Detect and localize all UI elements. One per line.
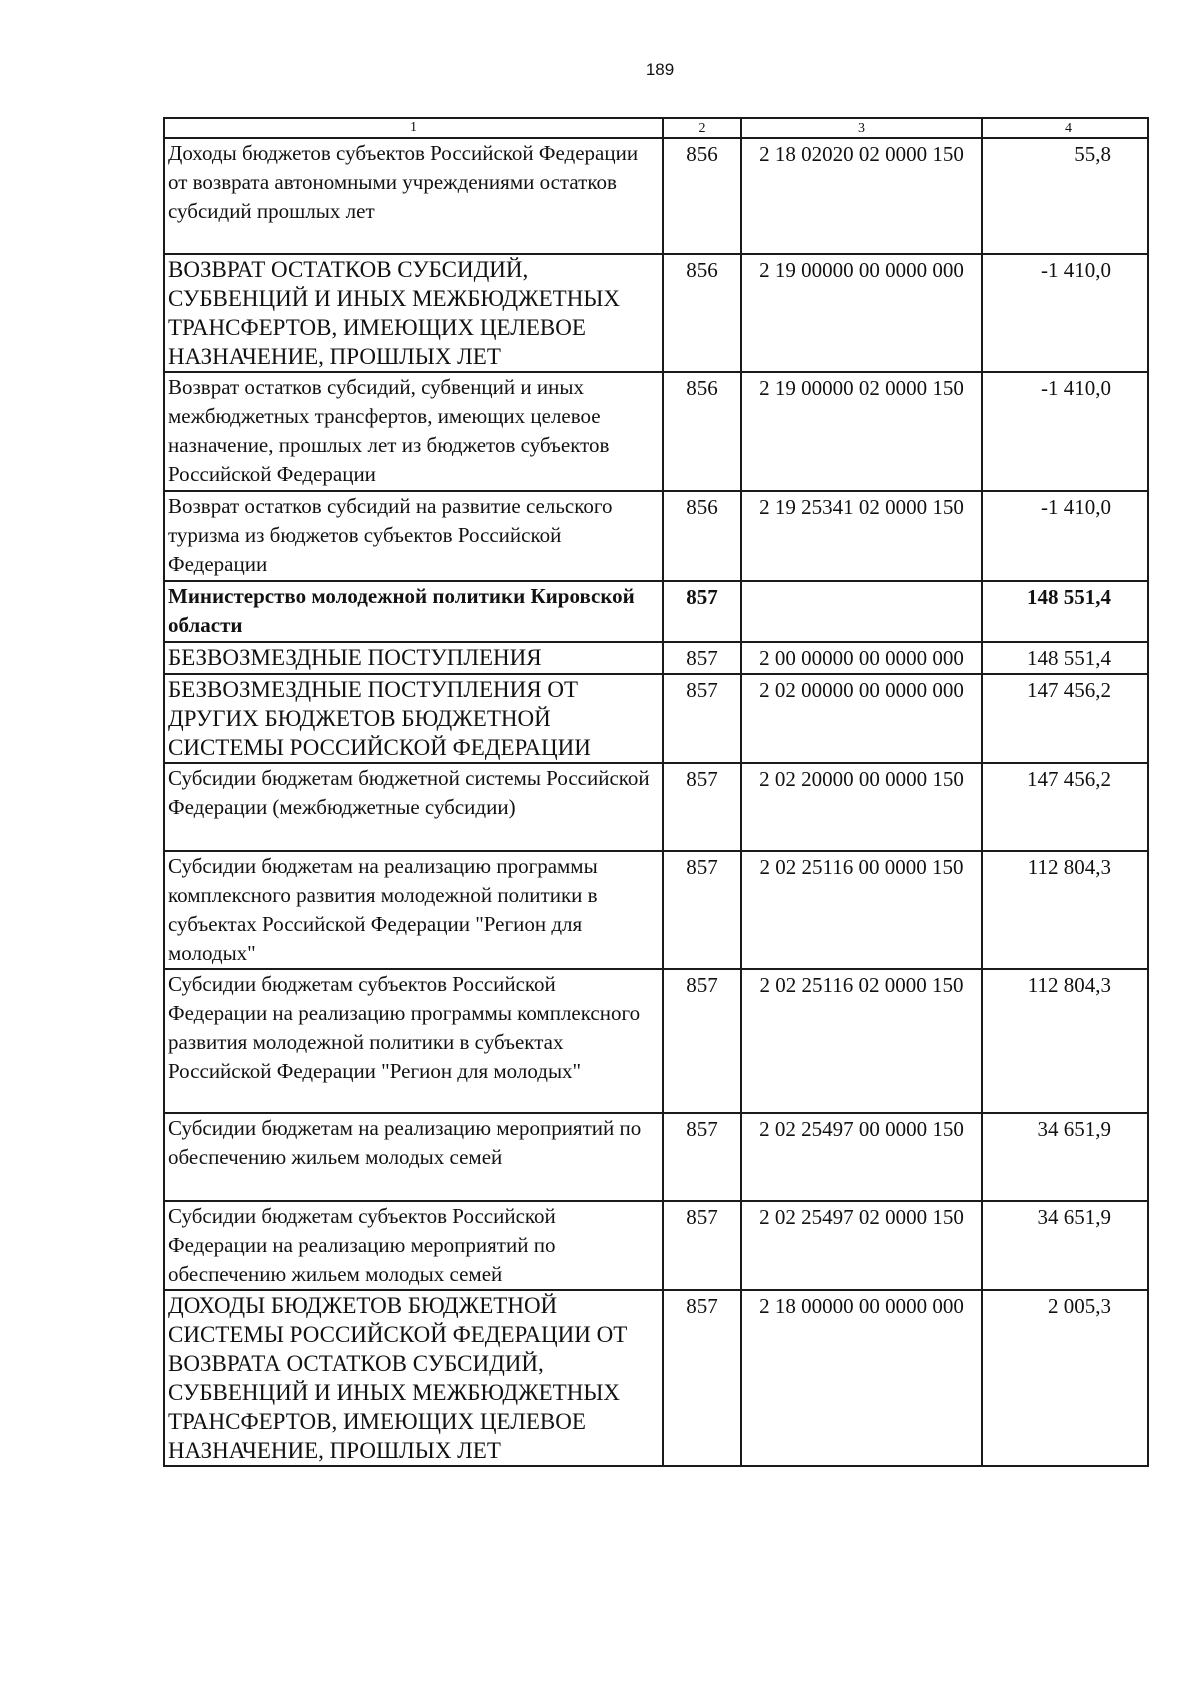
row-admin-code: 857: [663, 642, 741, 674]
row-amount: 148 551,4: [982, 642, 1148, 674]
row-amount: -1 410,0: [982, 254, 1148, 372]
row-name: ДОХОДЫ БЮДЖЕТОВ БЮДЖЕТНОЙ СИСТЕМЫ РОССИЙСКОЙ ФЕДЕРАЦИИ ОТ ВОЗВРАТА ОСТАТКОВ СУБСИДИЙ, СУБВЕНЦИЙ И ИНЫХ МЕЖБЮДЖЕТНЫХ ТРАНСФЕРТОВ, ИМЕЮЩИХ ЦЕЛЕВОЕ НАЗНАЧЕНИЕ, ПРОШЛЫХ ЛЕТ: [164, 1290, 663, 1466]
row-budget-code: 2 02 25497 02 0000 150: [741, 1201, 982, 1290]
row-name: ВОЗВРАТ ОСТАТКОВ СУБСИДИЙ, СУБВЕНЦИЙ И ИНЫХ МЕЖБЮДЖЕТНЫХ ТРАНСФЕРТОВ, ИМЕЮЩИХ ЦЕЛЕВОЕ НАЗНАЧЕНИЕ, ПРОШЛЫХ ЛЕТ: [164, 254, 663, 372]
row-admin-code: 857: [663, 851, 741, 969]
table-row: [164, 1113, 1148, 1201]
row-name: Возврат остатков субсидий, субвенций и иных межбюджетных трансфертов, имеющих целевое назначение, прошлых лет из бюджетов субъектов Российской Федерации: [164, 372, 663, 491]
table-row: [164, 138, 1148, 254]
table-row: [164, 372, 1148, 491]
table-row: [164, 674, 1148, 763]
row-name: БЕЗВОЗМЕЗДНЫЕ ПОСТУПЛЕНИЯ: [164, 642, 663, 674]
row-name: Субсидии бюджетам субъектов Российской Федерации на реализацию программы комплексного развития молодежной политики в субъектах Российской Федерации "Регион для молодых": [164, 969, 663, 1113]
row-budget-code: 2 19 00000 02 0000 150: [741, 372, 982, 491]
row-budget-code: 2 02 00000 00 0000 000: [741, 674, 982, 763]
row-admin-code: 856: [663, 138, 741, 254]
row-budget-code: 2 19 25341 02 0000 150: [741, 491, 982, 581]
row-budget-code: [741, 581, 982, 642]
row-amount: 112 804,3: [982, 969, 1148, 1113]
page-number: 189: [645, 60, 675, 79]
row-admin-code: 857: [663, 969, 741, 1113]
row-amount: 147 456,2: [982, 763, 1148, 851]
table-row: [164, 969, 1148, 1113]
column-header-1: 1: [164, 118, 663, 138]
table-row: [164, 581, 1148, 642]
row-amount: 148 551,4: [982, 581, 1148, 642]
row-budget-code: 2 02 25116 00 0000 150: [741, 851, 982, 969]
row-amount: 55,8: [982, 138, 1148, 254]
row-admin-code: 856: [663, 372, 741, 491]
row-admin-code: 857: [663, 763, 741, 851]
row-budget-code: 2 18 02020 02 0000 150: [741, 138, 982, 254]
row-name: Доходы бюджетов субъектов Российской Федерации от возврата автономными учреждениями остатков субсидий прошлых лет: [164, 138, 663, 254]
row-amount: 2 005,3: [982, 1290, 1148, 1466]
row-amount: 147 456,2: [982, 674, 1148, 763]
row-admin-code: 857: [663, 1201, 741, 1290]
row-budget-code: 2 18 00000 00 0000 000: [741, 1290, 982, 1466]
table-row: [164, 642, 1148, 674]
row-amount: 34 651,9: [982, 1113, 1148, 1201]
row-budget-code: 2 02 25497 00 0000 150: [741, 1113, 982, 1201]
row-budget-code: 2 19 00000 00 0000 000: [741, 254, 982, 372]
table-header-row: [164, 118, 1148, 138]
column-header-2: 2: [663, 118, 741, 138]
row-admin-code: 857: [663, 1290, 741, 1466]
table-row: [164, 1290, 1148, 1466]
column-header-3: 3: [741, 118, 982, 138]
row-admin-code: 857: [663, 1113, 741, 1201]
table-row: [164, 763, 1148, 851]
row-admin-code: 857: [663, 581, 741, 642]
row-admin-code: 856: [663, 491, 741, 581]
revenue-table: [163, 117, 1149, 1467]
row-amount: 112 804,3: [982, 851, 1148, 969]
row-amount: -1 410,0: [982, 372, 1148, 491]
row-name: Субсидии бюджетам субъектов Российской Федерации на реализацию мероприятий по обеспечению жильем молодых семей: [164, 1201, 663, 1290]
row-amount: -1 410,0: [982, 491, 1148, 581]
row-budget-code: 2 02 25116 02 0000 150: [741, 969, 982, 1113]
table-row: [164, 851, 1148, 969]
table-row: [164, 1201, 1148, 1290]
column-header-4: 4: [982, 118, 1148, 138]
table-row: [164, 254, 1148, 372]
row-name: Субсидии бюджетам на реализацию мероприятий по обеспечению жильем молодых семей: [164, 1113, 663, 1201]
row-name: Возврат остатков субсидий на развитие сельского туризма из бюджетов субъектов Российской Федерации: [164, 491, 663, 581]
row-name: Министерство молодежной политики Кировской области: [164, 581, 663, 642]
row-admin-code: 857: [663, 674, 741, 763]
row-admin-code: 856: [663, 254, 741, 372]
row-budget-code: 2 02 20000 00 0000 150: [741, 763, 982, 851]
row-name: Субсидии бюджетам на реализацию программы комплексного развития молодежной политики в субъектах Российской Федерации "Регион для молодых": [164, 851, 663, 969]
row-budget-code: 2 00 00000 00 0000 000: [741, 642, 982, 674]
table-row: [164, 491, 1148, 581]
row-name: Субсидии бюджетам бюджетной системы Российской Федерации (межбюджетные субсидии): [164, 763, 663, 851]
row-name: БЕЗВОЗМЕЗДНЫЕ ПОСТУПЛЕНИЯ ОТ ДРУГИХ БЮДЖЕТОВ БЮДЖЕТНОЙ СИСТЕМЫ РОССИЙСКОЙ ФЕДЕРАЦИИ: [164, 674, 663, 763]
row-amount: 34 651,9: [982, 1201, 1148, 1290]
